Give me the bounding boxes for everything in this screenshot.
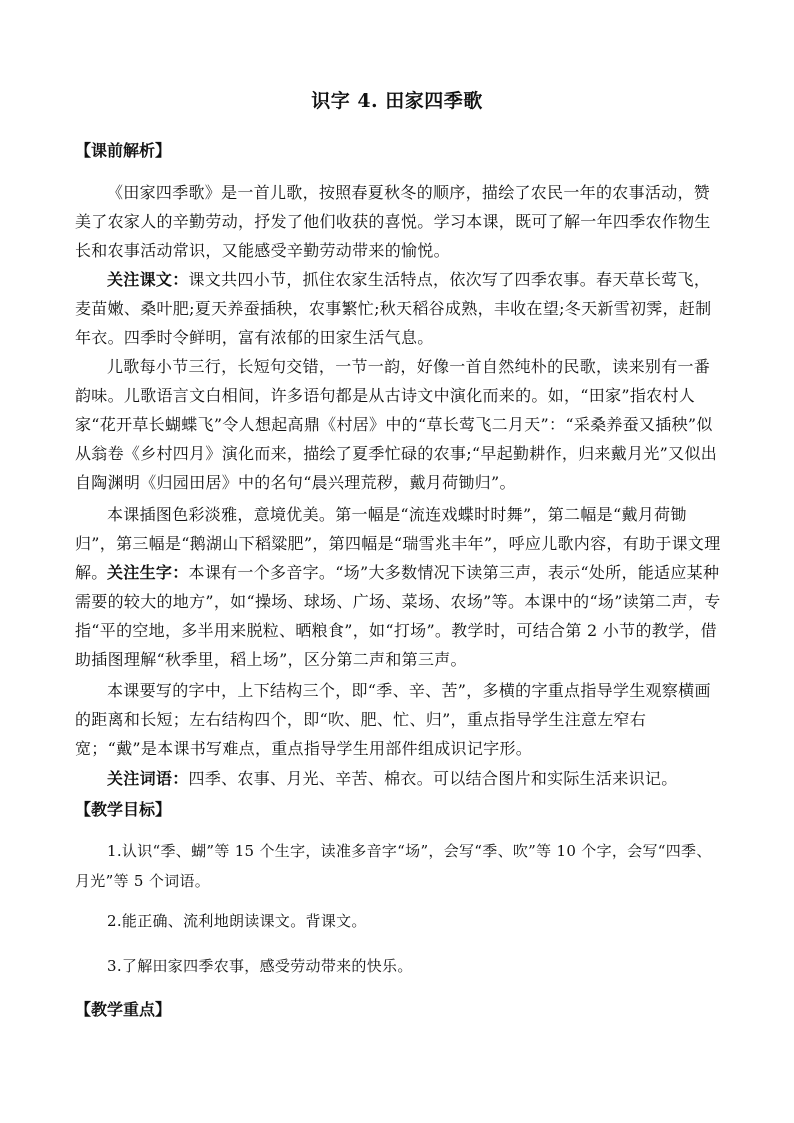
paragraph-lead-label: 关注词语： (107, 769, 189, 788)
page-title: 识字 4. 田家四季歌 (311, 90, 483, 112)
goal-item-3: 3.了解田家四季农事，感受劳动带来的快乐。 (107, 957, 413, 975)
goal-item-1: 1.认识“季、蝴”等 15 个生字，读准多音字“场”，会写“季、吹”等 10 个字，会写“四季、月光”等 5 个词语。 (75, 842, 712, 890)
goal-item-2: 2.能正确、流利地朗读课文。背课文。 (107, 912, 367, 930)
paragraph-body: 本课有一个多音字。“场”大多数情况下读第三声，表示“处所，能适应某种需要的较大的地方”，如“操场、球场、广场、菜场、农场”等。本课中的“场”读第二声，专指“平的空地，多半用来脱粒、晒粮食”，如“打场”。教学时，可结合第 2 小节的教学，借助插图理解“秋季里，稻上场”，区分第二声和第三声。 (75, 563, 721, 669)
paragraph-body: 课文共四小节，抓住农家生活特点，依次写了四季农事。春天草长莺飞，麦苗嫩、桑叶肥;夏天养蚕插秧，农事繁忙;秋天稻谷成熟，丰收在望;冬天新雪初霁，赶制年衣。四季时令鲜明，富有浓郁的田家生活气息。 (75, 270, 712, 347)
paragraph-focus-characters (75, 558, 725, 674)
section-heading-pre-lesson-analysis: 【课前解析】 (75, 141, 172, 160)
paragraph-illustrations: 本课插图色彩淡雅，意境优美。第一幅是“流连戏蝶时时舞”，第二幅是“戴月荷锄归”，第三幅是“鹅湖山下稻粱肥”，第四幅是“瑞雪兆丰年”，呼应儿歌内容，有助于课文理解。 (75, 505, 721, 582)
section-heading-teaching-goals: 【教学目标】 (75, 800, 172, 819)
paragraph-lead-label: 关注课文： (107, 270, 189, 289)
paragraph-writing-characters: 本课要写的字中，上下结构三个，即“季、辛、苦”，多横的字重点指导学生观察横画的距离和长短；左右结构四个，即“吹、肥、忙、归”，重点指导学生注意左窄右宽；“戴”是本课书写难点，重点指导学生用部件组成识记字形。 (75, 681, 711, 758)
paragraph-lead-label: 关注生字： (107, 563, 189, 582)
paragraph-body: 四季、农事、月光、辛苦、棉衣。可以结合图片和实际生活来识记。 (188, 769, 678, 788)
paragraph-intro: 《田家四季歌》是一首儿歌，按照春夏秋冬的顺序，描绘了农民一年的农事活动，赞美了农家人的辛勤劳动，抒发了他们收获的喜悦。学习本课，既可了解一年四季农作物生长和农事活动常识，又能感受辛勤劳动带来的愉悦。 (75, 183, 711, 260)
paragraph-song-structure: 儿歌每小节三行，长短句交错，一节一韵，好像一首自然纯朴的民歌，读来别有一番韵味。儿歌语言文白相间，许多语句都是从古诗文中演化而来的。如，“田家”指农村人家“花开草长蝴蝶飞”令人想起高鼎《村居》中的“草长莺飞二月天”：“采桑养蚕又插秧”似从翁卷《乡村四月》演化而来，描绘了夏季忙碌的农事;“早起勤耕作，归来戴月光”又似出自陶渊明《归园田居》中的名句“晨兴理荒秽，戴月荷锄归”。 (75, 357, 718, 492)
section-heading-teaching-focus: 【教学重点】 (75, 1000, 172, 1019)
paragraph-focus-text (75, 265, 725, 352)
paragraph-focus-words (75, 764, 725, 793)
